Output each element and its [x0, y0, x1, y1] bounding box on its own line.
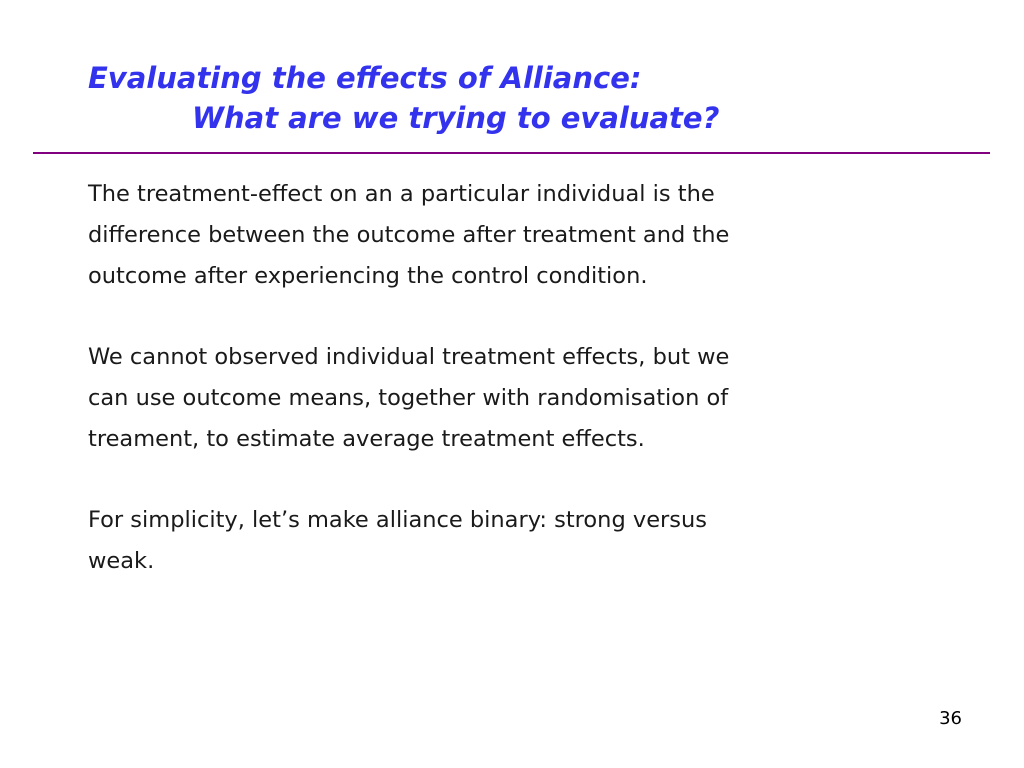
paragraph-outcome-means: We cannot observed individual treatment effects, but we can use outcome means, together with randomisation of treament, to estimate average treatment effects.: [88, 344, 730, 452]
title-line-2: What are we trying to evaluate?: [192, 101, 720, 135]
page-number: 36: [939, 708, 962, 729]
title-divider: [33, 152, 990, 154]
slide-body: [88, 174, 968, 623]
slide-title: [88, 58, 719, 138]
title-line-1: Evaluating the effects of Alliance:: [88, 61, 642, 95]
paragraph-treatment-effect: The treatment-effect on an a particular individual is the difference between the outcome after treatment and the outcome after experiencing the control condition.: [88, 181, 730, 289]
paragraph-simplicity: For simplicity, let’s make alliance binary: strong versus weak.: [88, 507, 707, 575]
